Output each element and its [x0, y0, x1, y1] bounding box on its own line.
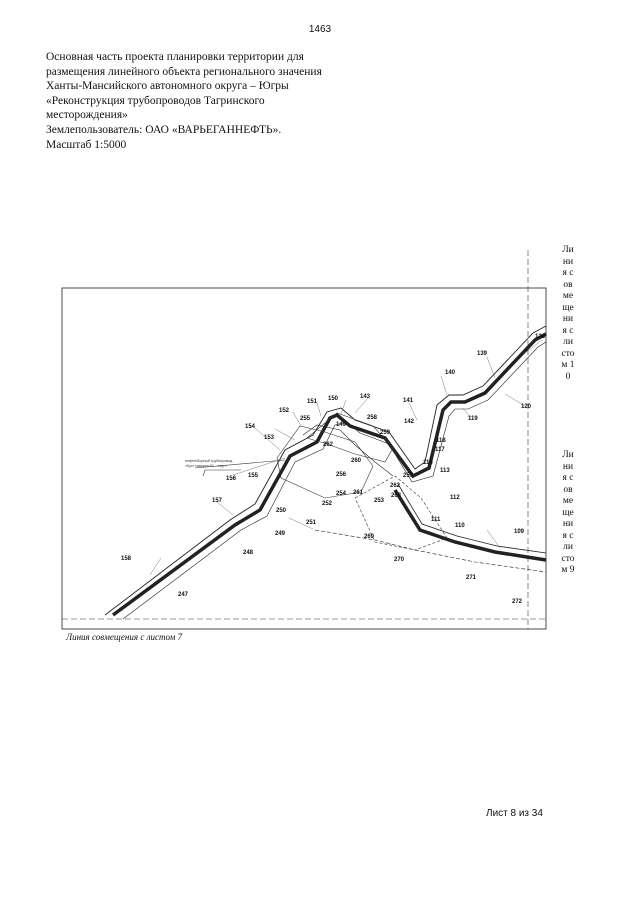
point-label: 271 [466, 575, 477, 581]
point-label: 247 [178, 592, 189, 598]
point-label: 252 [322, 501, 333, 507]
title-line: «Реконструкция трубопроводов Тагринского [46, 94, 265, 107]
point-label: 113 [440, 468, 450, 474]
point-label: 153 [264, 435, 275, 441]
point-label: 156 [226, 476, 237, 482]
point-label: 120 [521, 404, 532, 410]
pipeline-note-line: нефтесборный трубопровод [185, 459, 233, 463]
point-label: 154 [245, 424, 256, 430]
point-label: 151 [307, 399, 318, 405]
point-label: 249 [275, 531, 286, 537]
match-line-label-sheet-10: Линия совмещения с листом 10 [561, 245, 575, 382]
match-line-label-sheet-7: Линия совмещения с листом 7 [66, 632, 183, 642]
scale-line: Масштаб 1:5000 [46, 138, 127, 151]
point-labels [121, 334, 546, 605]
leader-lines [150, 340, 542, 575]
match-line-label-sheet-9: Линия совмещения с листом 9 [561, 450, 575, 575]
title-line: Ханты-Мансийского автономного округа – Югры [46, 80, 289, 93]
point-label: 110 [455, 523, 465, 529]
point-label: 140 [445, 370, 456, 376]
point-label: 119 [468, 416, 478, 422]
pipeline-note [185, 459, 233, 468]
point-label: 251 [306, 520, 317, 526]
point-label: 155 [248, 473, 259, 479]
point-label: 138 [535, 334, 546, 340]
point-label: 254 [336, 491, 347, 497]
title-line: Основная часть проекта планировки территории для [46, 51, 304, 63]
point-label: 269 [364, 534, 375, 540]
document-title [46, 50, 356, 152]
point-label: 115 [423, 460, 433, 466]
point-label: 256 [336, 472, 347, 478]
point-label: 272 [512, 599, 523, 605]
point-label: 248 [243, 550, 254, 556]
point-label: 261 [353, 490, 364, 496]
point-label: 149 [336, 422, 347, 428]
point-label: 259 [380, 430, 391, 436]
point-label: 250 [276, 508, 287, 514]
planning-map [55, 230, 555, 630]
point-label: 157 [212, 498, 223, 504]
title-line: размещения линейного объекта регионального значения [46, 65, 322, 78]
point-label: 112 [450, 495, 460, 501]
point-label: 255 [300, 416, 311, 422]
title-line: месторождения» [46, 109, 128, 122]
page-number: 1463 [308, 24, 332, 35]
point-label: 109 [514, 529, 525, 535]
point-label: 270 [394, 557, 405, 563]
point-label: 258 [367, 415, 378, 421]
pipeline-corridor [105, 326, 546, 619]
point-label: 152 [279, 408, 290, 414]
point-label: 262 [323, 442, 334, 448]
point-label: 142 [404, 419, 415, 425]
point-label: 262 [390, 483, 401, 489]
point-label: 257 [403, 473, 414, 479]
point-label: 111 [431, 517, 441, 523]
point-label: 158 [121, 556, 132, 562]
point-label: 143 [360, 394, 371, 400]
point-label: 260 [351, 458, 362, 464]
point-label: 150 [328, 396, 339, 402]
point-label: 118 [436, 438, 446, 444]
land-user-line: Землепользователь: ОАО «ВАРЬЕГАННЕФТЬ». [46, 123, 282, 136]
pipeline-note-line: «Куст скважин 91 – т.вр.» [185, 464, 228, 468]
point-label: 117 [435, 447, 445, 453]
point-label: 139 [477, 351, 488, 357]
point-label: 268 [391, 493, 402, 499]
point-label: 253 [374, 498, 385, 504]
sheet-counter: Лист 8 из 34 [486, 808, 543, 819]
point-label: 141 [403, 398, 414, 404]
